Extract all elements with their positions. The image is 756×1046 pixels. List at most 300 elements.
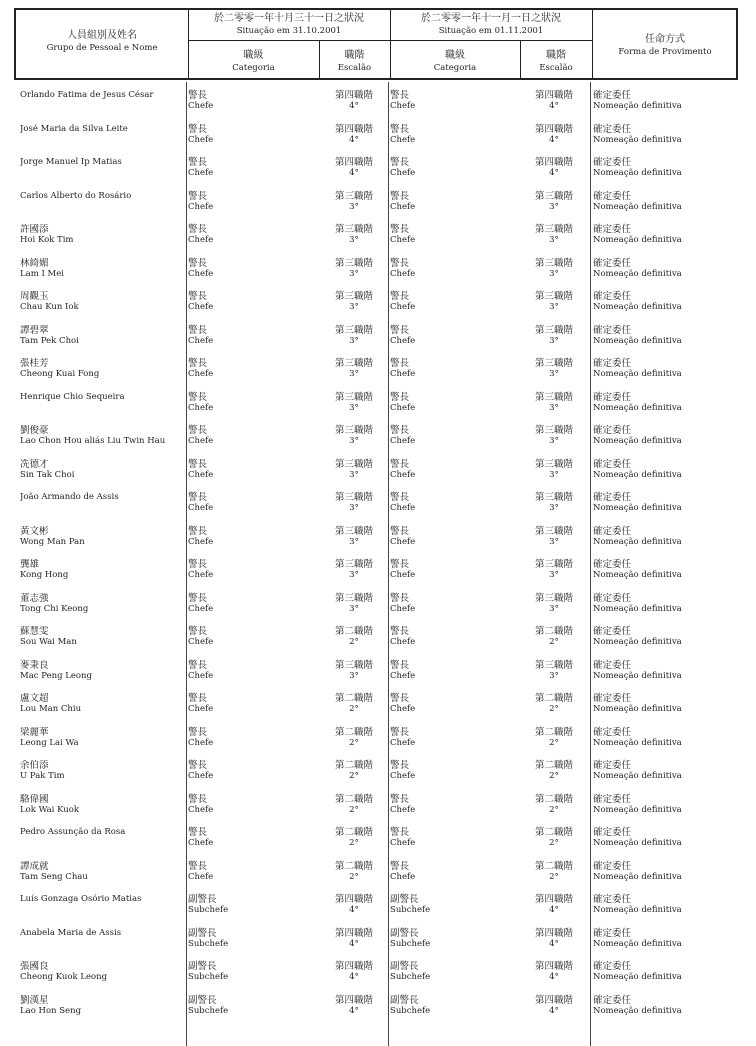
escalao-value: 2°: [549, 637, 559, 647]
escalao-cell-after: [520, 593, 588, 615]
escalao-cell-after: [520, 224, 588, 246]
category-pt: Subchefe: [390, 905, 431, 915]
category-cell-before: [188, 124, 213, 146]
category-pt: Chefe: [390, 235, 416, 245]
table-header: [14, 8, 738, 80]
person-name-cell: [20, 693, 182, 715]
name-zh: 張國良: [20, 961, 49, 972]
category-zh: 警長: [390, 860, 410, 872]
escalao-cell-before: [326, 693, 382, 715]
category-pt: Chefe: [390, 603, 416, 614]
provimento-cell: [593, 459, 682, 481]
category-zh: 警長: [390, 324, 410, 336]
category-cell-after: [390, 124, 415, 146]
provimento-zh: 確定委任: [593, 760, 632, 771]
category-zh: 副警長: [390, 994, 419, 1006]
name-pt: Anabela Maria de Assis: [20, 927, 122, 938]
person-name-cell: [20, 861, 182, 883]
category-pt: Chefe: [188, 704, 214, 714]
name-pt: Tam Pek Choi: [20, 335, 79, 346]
name-pt: Tam Seng Chau: [20, 871, 88, 882]
escalao-cell-after: [520, 861, 588, 883]
category-zh: 警長: [188, 190, 208, 202]
escalao-cell-after: [520, 626, 588, 648]
person-name-cell: [20, 124, 182, 135]
category-cell-before: [188, 626, 213, 648]
category-cell-before: [188, 861, 213, 883]
category-cell-after: [390, 995, 430, 1017]
name-pt: Sin Tak Choi: [20, 469, 75, 480]
category-cell-before: [188, 559, 213, 581]
provimento-zh: 確定委任: [593, 994, 632, 1006]
provimento-pt: Nomeação definitiva: [593, 536, 682, 547]
category-cell-after: [390, 325, 415, 347]
name-pt: Lao Hon Seng: [20, 1005, 82, 1016]
escalao-value: 2°: [349, 838, 359, 848]
category-zh: 副警長: [390, 927, 419, 939]
provimento-cell: [593, 760, 682, 782]
escalao-cell-before: [326, 961, 382, 983]
person-name-cell: [20, 660, 182, 682]
category-cell-before: [188, 693, 213, 715]
escalao-value: 2°: [549, 704, 559, 714]
escalao-zh: 第三職階: [334, 324, 373, 336]
escalao-zh: 第三職階: [534, 592, 573, 604]
table-row: [0, 220, 756, 254]
category-zh: 副警長: [390, 961, 419, 972]
escalao-cell-before: [326, 191, 382, 213]
person-name-cell: [20, 727, 182, 749]
person-name-cell: [20, 425, 182, 447]
person-name-cell: [20, 559, 182, 581]
escalao-value: 3°: [349, 503, 359, 513]
escalao-cell-before: [326, 459, 382, 481]
escalao-value: 3°: [549, 268, 559, 279]
escalao-cell-after: [520, 559, 588, 581]
name-pt: Lao Chon Hou aliás Liu Twin Hau: [20, 436, 166, 446]
provimento-pt: Nomeação definitiva: [593, 469, 682, 480]
category-cell-after: [390, 459, 415, 481]
name-pt: Sou Wai Man: [20, 637, 77, 647]
category-zh: 警長: [188, 525, 208, 537]
esc1-pt: Escalão: [337, 63, 372, 73]
escalao-zh: 第三職階: [334, 291, 373, 302]
name-pt: Leong Lai Wa: [20, 737, 79, 748]
provimento-cell: [593, 894, 682, 916]
person-name-cell: [20, 191, 182, 202]
period2-pt: Situação em 01.11.2001: [438, 26, 544, 36]
provimento-pt: Nomeação definitiva: [593, 134, 682, 145]
escalao-cell-after: [520, 492, 588, 514]
escalao-zh: 第二職階: [334, 693, 373, 704]
table-row: [0, 488, 756, 522]
category-pt: Subchefe: [188, 905, 229, 915]
escalao-cell-before: [326, 995, 382, 1017]
category-cell-before: [188, 995, 228, 1017]
provimento-cell: [593, 258, 682, 280]
category-zh: 副警長: [188, 994, 217, 1006]
provimento-pt: Nomeação definitiva: [593, 670, 682, 681]
name-pt: Cheong Kuok Leong: [20, 972, 108, 982]
person-name-cell: [20, 325, 182, 347]
escalao-cell-after: [520, 660, 588, 682]
escalao-cell-after: [520, 291, 588, 313]
category-pt: Chefe: [188, 101, 214, 111]
escalao-value: 3°: [549, 603, 559, 614]
person-name-cell: [20, 492, 182, 503]
escalao-value: 3°: [549, 335, 559, 346]
category-zh: 警長: [390, 291, 410, 302]
escalao-value: 4°: [349, 1005, 359, 1016]
esc2-zh: 職階: [546, 50, 566, 61]
category-zh: 警長: [188, 492, 208, 503]
category-cell-before: [188, 90, 213, 112]
person-name-cell: [20, 224, 182, 246]
escalao-zh: 第三職階: [534, 358, 573, 369]
provimento-cell: [593, 492, 682, 514]
category-cell-after: [390, 928, 430, 950]
escalao-cell-before: [326, 392, 382, 414]
category-zh: 警長: [390, 726, 410, 738]
name-zh: 劉俊豪: [20, 425, 49, 436]
escalao-zh: 第四職階: [334, 927, 373, 939]
escalao-value: 3°: [549, 302, 559, 312]
escalao-value: 4°: [349, 168, 359, 178]
name-pt: Pedro Assunção da Rosa: [20, 827, 126, 837]
category-pt: Chefe: [390, 804, 416, 815]
provimento-pt: Nomeação definitiva: [593, 1005, 682, 1016]
provimento-cell: [593, 727, 682, 749]
provimento-pt: Nomeação definitiva: [593, 603, 682, 614]
escalao-zh: 第三職階: [334, 559, 373, 570]
escalao-cell-after: [520, 995, 588, 1017]
provimento-cell: [593, 425, 682, 447]
escalao-zh: 第四職階: [534, 157, 573, 168]
category-pt: Subchefe: [188, 938, 229, 949]
escalao-value: 3°: [349, 201, 359, 212]
category-cell-after: [390, 358, 415, 380]
category-cell-before: [188, 258, 213, 280]
escalao-zh: 第三職階: [534, 190, 573, 202]
provimento-cell: [593, 124, 682, 146]
provimento-zh: 確定委任: [593, 626, 632, 637]
person-name-cell: [20, 928, 182, 939]
escalao-zh: 第三職階: [534, 425, 573, 436]
provimento-pt: Nomeação definitiva: [593, 168, 682, 178]
table-row: [0, 321, 756, 355]
category-pt: Chefe: [188, 369, 214, 379]
person-name-cell: [20, 358, 182, 380]
category-pt: Chefe: [188, 637, 214, 647]
escalao-cell-before: [326, 928, 382, 950]
provimento-zh: 確定委任: [593, 391, 632, 403]
escalao-zh: 第二職階: [334, 827, 373, 838]
category-zh: 警長: [390, 90, 410, 101]
provimento-pt: Nomeação definitiva: [593, 804, 682, 815]
escalao-value: 3°: [549, 503, 559, 513]
table-row: [0, 723, 756, 757]
provimento-zh: 確定委任: [593, 860, 632, 872]
name-zh: 麥秉良: [20, 659, 49, 671]
escalao-value: 2°: [549, 804, 559, 815]
escalao-zh: 第三職階: [534, 458, 573, 470]
provimento-pt: Nomeação definitiva: [593, 369, 682, 379]
escalao-value: 4°: [549, 134, 559, 145]
escalao-zh: 第四職階: [334, 123, 373, 135]
table-row: [0, 555, 756, 589]
category-cell-before: [188, 827, 213, 849]
category-pt: Chefe: [188, 670, 214, 681]
escalao-value: 4°: [549, 972, 559, 982]
table-row: [0, 153, 756, 187]
provimento-cell: [593, 559, 682, 581]
category-zh: 警長: [390, 760, 410, 771]
escalao-value: 3°: [349, 402, 359, 413]
category-pt: Chefe: [390, 838, 416, 848]
provimento-zh: 確定委任: [593, 324, 632, 336]
provimento-pt: Nomeação definitiva: [593, 737, 682, 748]
category-pt: Subchefe: [390, 938, 431, 949]
provimento-zh: 確定委任: [593, 927, 632, 939]
escalao-zh: 第三職階: [334, 525, 373, 537]
category-zh: 警長: [188, 559, 208, 570]
escalao-zh: 第三職階: [334, 391, 373, 403]
provimento-cell: [593, 325, 682, 347]
provimento-pt: Nomeação definitiva: [593, 871, 682, 882]
provimento-zh: 確定委任: [593, 190, 632, 202]
provimento-pt: Nomeação definitiva: [593, 268, 682, 279]
category-pt: Chefe: [188, 603, 214, 614]
category-cell-after: [390, 660, 415, 682]
name-pt: Lok Wai Kuok: [20, 804, 80, 815]
provimento-pt: Nomeação definitiva: [593, 302, 682, 312]
escalao-zh: 第四職階: [534, 90, 573, 101]
table-row: [0, 689, 756, 723]
name-pt: Tong Chi Keong: [20, 603, 89, 614]
provimento-zh: 確定委任: [593, 358, 632, 369]
category-zh: 警長: [188, 760, 208, 771]
category-pt: Chefe: [390, 168, 416, 178]
provimento-cell: [593, 660, 682, 682]
escalao-value: 3°: [349, 536, 359, 547]
category-cell-after: [390, 258, 415, 280]
escalao-value: 4°: [349, 134, 359, 145]
escalao-cell-before: [326, 526, 382, 548]
category-cell-before: [188, 961, 228, 983]
escalao-cell-before: [326, 827, 382, 849]
category-zh: 警長: [188, 827, 208, 838]
provimento-cell: [593, 157, 682, 179]
escalao-cell-after: [520, 961, 588, 983]
category-zh: 副警長: [390, 894, 419, 905]
category-zh: 警長: [188, 726, 208, 738]
provimento-pt: Nomeação definitiva: [593, 503, 682, 513]
escalao-cell-before: [326, 124, 382, 146]
provimento-cell: [593, 995, 682, 1017]
provimento-cell: [593, 961, 682, 983]
category-zh: 警長: [188, 358, 208, 369]
provimento-cell: [593, 794, 682, 816]
person-name-cell: [20, 794, 182, 816]
table-row: [0, 890, 756, 924]
escalao-zh: 第四職階: [334, 157, 373, 168]
provimento-zh: 確定委任: [593, 224, 632, 235]
category-zh: 警長: [390, 123, 410, 135]
escalao-cell-after: [520, 827, 588, 849]
escalao-cell-after: [520, 794, 588, 816]
escalao-zh: 第三職階: [334, 358, 373, 369]
name-zh: 董志強: [20, 592, 49, 604]
name-zh: 龔雄: [20, 559, 40, 570]
escalao-zh: 第二職階: [534, 793, 573, 805]
category-cell-after: [390, 526, 415, 548]
escalao-cell-after: [520, 191, 588, 213]
provimento-zh: 確定委任: [593, 726, 632, 738]
category-zh: 警長: [390, 626, 410, 637]
provimento-cell: [593, 626, 682, 648]
person-name-cell: [20, 291, 182, 313]
provimento-pt: Nomeação definitiva: [593, 235, 682, 245]
category-pt: Chefe: [390, 335, 416, 346]
escalao-zh: 第二職階: [334, 726, 373, 738]
provimento-zh: 確定委任: [593, 90, 632, 101]
category-pt: Chefe: [188, 469, 214, 480]
person-name-cell: [20, 157, 182, 168]
table-row: [0, 187, 756, 221]
cat1-pt: Categoria: [232, 63, 275, 73]
table-row: [0, 388, 756, 422]
escalao-cell-before: [326, 660, 382, 682]
category-pt: Chefe: [188, 804, 214, 815]
escalao-cell-before: [326, 727, 382, 749]
category-cell-after: [390, 794, 415, 816]
table-row: [0, 522, 756, 556]
escalao-value: 2°: [349, 704, 359, 714]
table-row: [0, 756, 756, 790]
category-pt: Chefe: [188, 402, 214, 413]
category-zh: 警長: [188, 659, 208, 671]
name-zh: 冼德才: [20, 458, 49, 470]
escalao-cell-before: [326, 593, 382, 615]
provimento-cell: [593, 861, 682, 883]
esc1-zh: 職階: [344, 50, 365, 61]
category-cell-after: [390, 693, 415, 715]
category-pt: Chefe: [188, 871, 214, 882]
provimento-zh: 確定委任: [593, 157, 632, 168]
provimento-cell: [593, 526, 682, 548]
escalao-zh: 第三職階: [334, 492, 373, 503]
category-cell-after: [390, 593, 415, 615]
table-row: [0, 857, 756, 891]
category-zh: 警長: [188, 123, 208, 135]
escalao-zh: 第三職階: [534, 291, 573, 302]
escalao-cell-after: [520, 392, 588, 414]
category-zh: 副警長: [188, 927, 217, 939]
category-pt: Chefe: [188, 302, 214, 312]
escalao-value: 3°: [549, 536, 559, 547]
provimento-cell: [593, 291, 682, 313]
category-zh: 警長: [188, 860, 208, 872]
escalao-zh: 第二職階: [334, 793, 373, 805]
escalao-value: 4°: [349, 972, 359, 982]
escalao-cell-before: [326, 760, 382, 782]
provimento-pt: Nomeação definitiva: [593, 402, 682, 413]
category-zh: 副警長: [188, 961, 217, 972]
person-name-cell: [20, 526, 182, 548]
period1-zh: 於二零零一年十月三十一日之狀況: [214, 13, 364, 24]
category-pt: Chefe: [188, 436, 214, 446]
provimento-cell: [593, 392, 682, 414]
name-pt: Hoi Kok Tim: [20, 235, 74, 245]
escalao-zh: 第三職階: [334, 224, 373, 235]
col-name-pt: Grupo de Pessoal e Nome: [46, 43, 158, 53]
category-pt: Chefe: [390, 670, 416, 681]
category-zh: 警長: [188, 157, 208, 168]
col-form-pt: Forma de Provimento: [618, 47, 712, 57]
category-zh: 警長: [390, 827, 410, 838]
category-cell-before: [188, 291, 213, 313]
category-zh: 警長: [390, 257, 410, 269]
escalao-value: 3°: [349, 603, 359, 614]
escalao-zh: 第二職階: [534, 860, 573, 872]
escalao-cell-before: [326, 794, 382, 816]
provimento-pt: Nomeação definitiva: [593, 771, 682, 781]
provimento-zh: 確定委任: [593, 458, 632, 470]
escalao-value: 4°: [549, 168, 559, 178]
category-pt: Chefe: [390, 771, 416, 781]
category-pt: Chefe: [188, 503, 214, 513]
category-zh: 警長: [390, 659, 410, 671]
category-pt: Chefe: [390, 704, 416, 714]
escalao-cell-after: [520, 727, 588, 749]
escalao-cell-before: [326, 492, 382, 514]
category-cell-after: [390, 224, 415, 246]
category-zh: 警長: [188, 425, 208, 436]
provimento-zh: 確定委任: [593, 827, 632, 838]
escalao-cell-before: [326, 291, 382, 313]
provimento-zh: 確定委任: [593, 793, 632, 805]
name-zh: 周觀玉: [20, 291, 49, 302]
escalao-cell-before: [326, 325, 382, 347]
provimento-pt: Nomeação definitiva: [593, 838, 682, 848]
provimento-pt: Nomeação definitiva: [593, 637, 682, 647]
category-cell-before: [188, 928, 228, 950]
category-pt: Subchefe: [390, 1005, 431, 1016]
category-cell-after: [390, 291, 415, 313]
escalao-value: 2°: [549, 838, 559, 848]
name-zh: 許國添: [20, 224, 49, 235]
category-pt: Chefe: [188, 737, 214, 748]
escalao-zh: 第四職階: [334, 894, 373, 905]
table-row: [0, 254, 756, 288]
cat2-zh: 職級: [445, 50, 465, 61]
period1-pt: Situação em 31.10.2001: [236, 26, 342, 36]
provimento-cell: [593, 593, 682, 615]
escalao-zh: 第四職階: [534, 994, 573, 1006]
provimento-cell: [593, 693, 682, 715]
category-zh: 警長: [390, 224, 410, 235]
col-name-zh: 人員組別及姓名: [67, 30, 137, 41]
name-pt: Orlando Fatima de Jesus César: [20, 90, 154, 100]
header-divider: [188, 40, 592, 41]
person-name-cell: [20, 392, 182, 403]
escalao-cell-after: [520, 258, 588, 280]
escalao-zh: 第二職階: [534, 626, 573, 637]
category-zh: 警長: [390, 793, 410, 805]
provimento-pt: Nomeação definitiva: [593, 436, 682, 446]
category-pt: Chefe: [390, 201, 416, 212]
category-zh: 警長: [188, 693, 208, 704]
